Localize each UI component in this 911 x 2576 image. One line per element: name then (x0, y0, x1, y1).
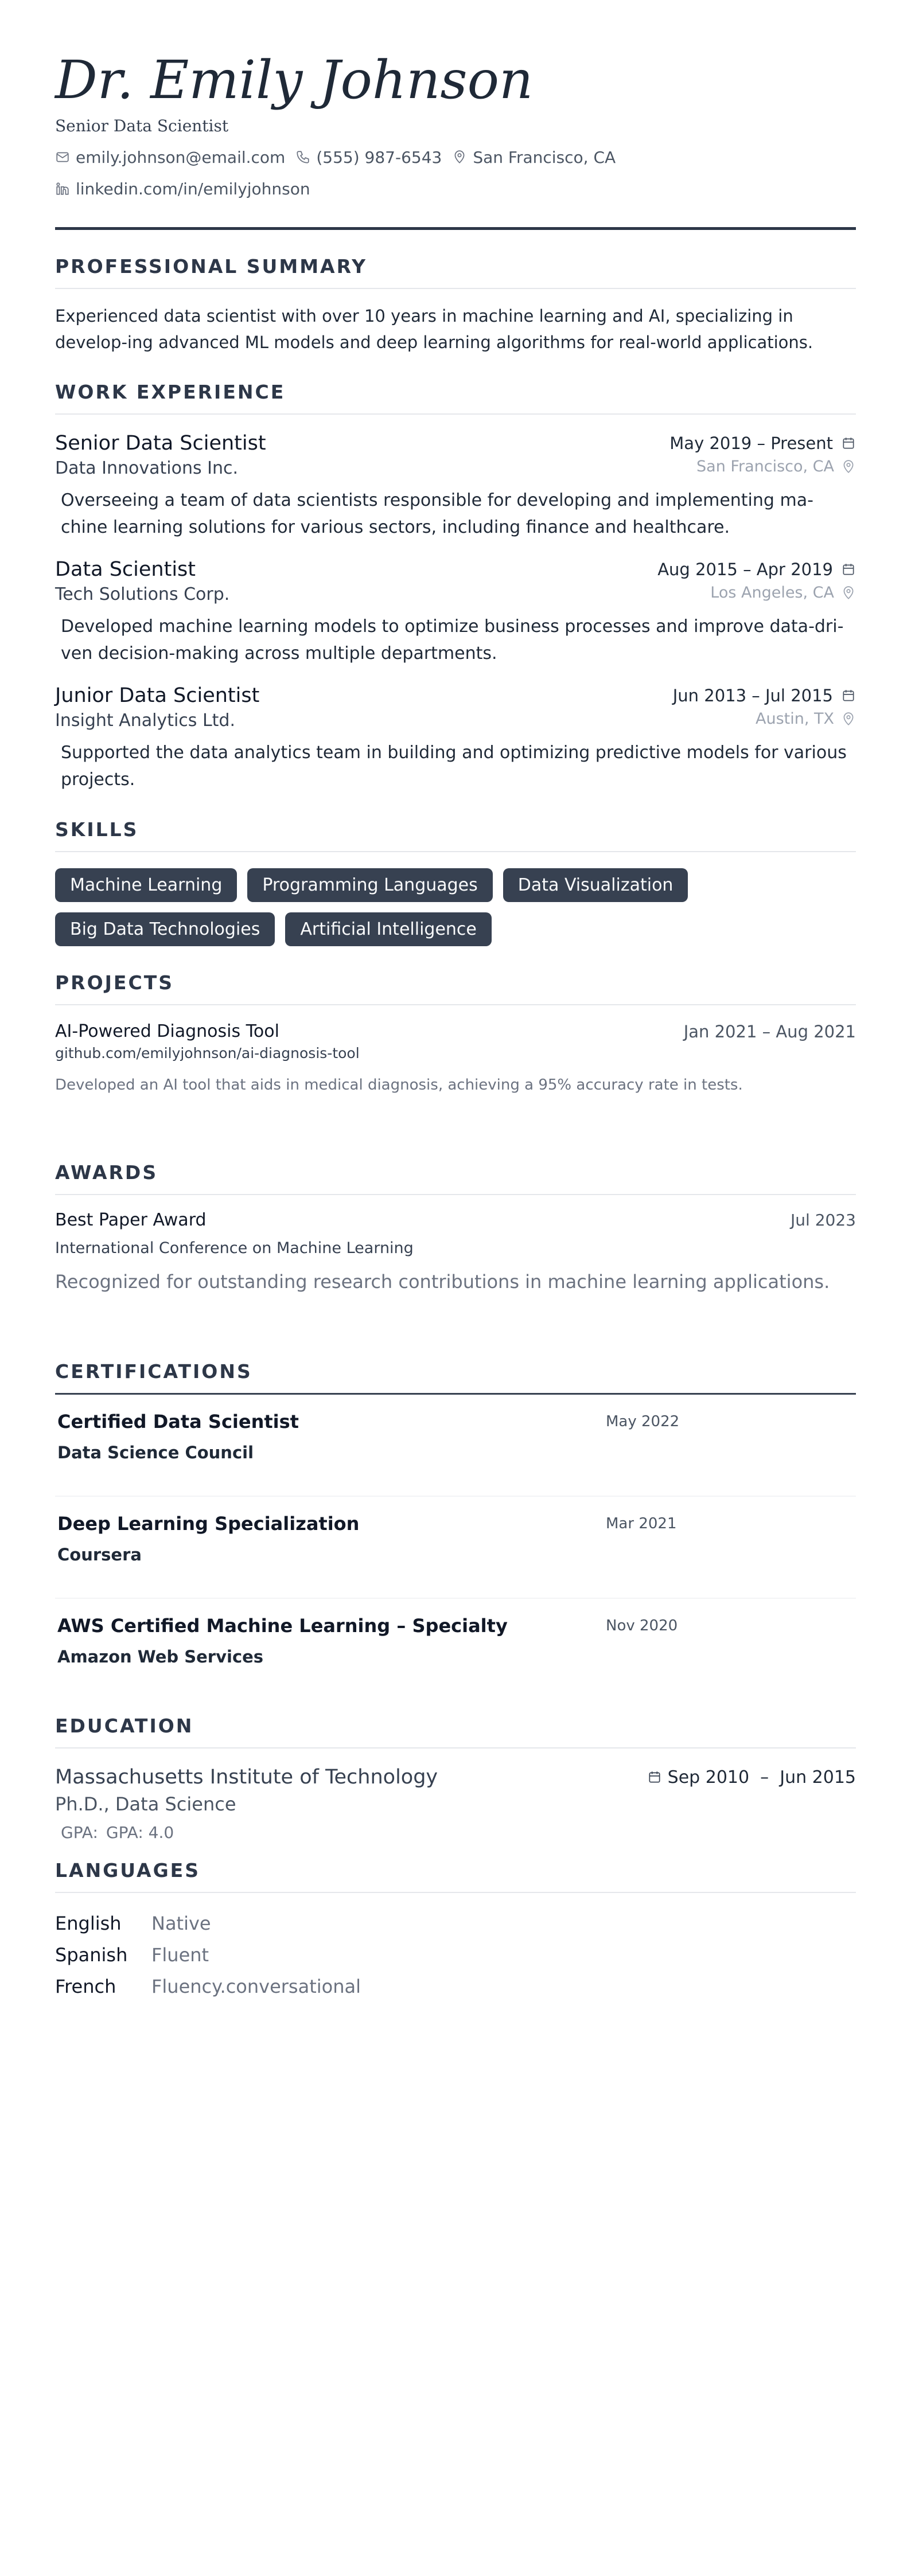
contact-phone[interactable] (295, 148, 442, 167)
job-location (710, 584, 856, 602)
certification-issuer: Data Science Council (57, 1443, 254, 1463)
certification-date: May 2022 (606, 1413, 680, 1431)
languages-heading: LANGUAGES (55, 1859, 856, 1893)
candidate-name: Dr. Emily Johnson (55, 49, 534, 111)
certification-name: Deep Learning Specialization (57, 1513, 360, 1535)
job-dates-text: Jun 2013 – Jul 2015 (672, 686, 833, 706)
job-company: Data Innovations Inc. (55, 458, 239, 479)
mail-icon (55, 150, 70, 165)
project-link[interactable]: github.com/emilyjohnson/ai-diagnosis-tool (55, 1045, 360, 1062)
contact-linkedin-text: linkedin.com/in/emilyjohnson (76, 179, 310, 198)
job-entry (55, 558, 856, 667)
map-pin-icon (841, 586, 856, 600)
language-entry (55, 1939, 856, 1971)
linkedin-icon (55, 181, 70, 196)
award-date: Jul 2023 (791, 1211, 856, 1230)
job-description: Overseeing a team of data scientists responsible for developing and implementing ma-chine learning solutions for various sectors, including finance and healthcare. (61, 490, 813, 537)
award-entry (55, 1210, 856, 1230)
header-divider (55, 227, 856, 230)
contact-location (452, 148, 616, 167)
skill-tag: Data Visualization (503, 868, 688, 902)
certification-entry (55, 1497, 856, 1599)
education-gpa (55, 1823, 856, 1842)
language-name: French (55, 1976, 116, 1998)
job-company: Tech Solutions Corp. (55, 584, 230, 605)
job-title: Junior Data Scientist (55, 684, 260, 708)
experience-heading: WORK EXPERIENCE (55, 381, 856, 415)
job-description: Developed machine learning models to optimize business processes and improve data-dri-ven decision-making across multiple departments. (61, 616, 844, 663)
awards-heading: AWARDS (55, 1161, 856, 1195)
award-description: Recognized for outstanding research contributions in machine learning applications. (55, 1271, 830, 1293)
gpa-label: GPA: (61, 1823, 98, 1843)
languages-list (55, 1908, 856, 2003)
certification-entry (55, 1599, 856, 1700)
project-name: AI-Powered Diagnosis Tool (55, 1021, 279, 1042)
certification-name: AWS Certified Machine Learning – Specialty (57, 1615, 508, 1637)
map-pin-icon (841, 459, 856, 474)
certification-issuer: Amazon Web Services (57, 1647, 264, 1667)
job-description: Supported the data analytics team in building and optimizing predictive models for various projects. (61, 743, 847, 790)
skills-section (55, 818, 856, 946)
experience-section (55, 381, 856, 793)
calendar-icon (647, 1770, 662, 1785)
award-organization: International Conference on Machine Learning (55, 1239, 414, 1258)
project-description: Developed an AI tool that aids in medical diagnosis, achieving a 95% accuracy rate in tests. (55, 1076, 743, 1094)
skill-tag: Programming Languages (247, 868, 492, 902)
certifications-list (55, 1395, 856, 1700)
projects-section (55, 971, 856, 1094)
job-location-text: San Francisco, CA (696, 458, 834, 476)
contact-location-text: San Francisco, CA (473, 147, 616, 167)
education-section (55, 1715, 856, 1842)
contact-line-primary (55, 148, 856, 167)
job-dates (669, 434, 856, 453)
summary-section (55, 255, 856, 356)
certifications-section (55, 1360, 856, 1700)
projects-heading: PROJECTS (55, 971, 856, 1005)
job-company: Insight Analytics Ltd. (55, 711, 236, 731)
skill-tag: Artificial Intelligence (285, 912, 492, 946)
contact-email[interactable] (55, 148, 285, 167)
project-entry (55, 1021, 856, 1041)
skills-heading: SKILLS (55, 818, 856, 852)
certification-name: Certified Data Scientist (57, 1411, 299, 1433)
education-heading: EDUCATION (55, 1715, 856, 1748)
education-school: Massachusetts Institute of Technology (55, 1766, 438, 1789)
job-entry (55, 684, 856, 793)
certification-date: Mar 2021 (606, 1515, 677, 1533)
language-level: Native (151, 1913, 211, 1935)
map-pin-icon (841, 712, 856, 727)
job-dates-text: Aug 2015 – Apr 2019 (657, 560, 833, 580)
summary-heading: PROFESSIONAL SUMMARY (55, 255, 856, 289)
resume-header (55, 0, 856, 230)
job-location-text: Austin, TX (755, 710, 834, 728)
job-dates (657, 560, 856, 579)
award-name: Best Paper Award (55, 1210, 207, 1231)
summary-text: Experienced data scientist with over 10 years in machine learning and AI, specializing in develop-ing advanced ML models and deep learning algorithms for real-world applications. (55, 306, 813, 352)
phone-icon (295, 150, 310, 165)
candidate-role: Senior Data Scientist (55, 116, 229, 135)
education-dates (647, 1767, 856, 1787)
language-name: English (55, 1913, 122, 1935)
awards-section (55, 1161, 856, 1293)
language-entry (55, 1908, 856, 1939)
contact-line-secondary (55, 179, 856, 198)
skills-list (55, 868, 856, 946)
language-level: Fluent (151, 1944, 209, 1966)
project-dates: Jan 2021 – Aug 2021 (683, 1021, 856, 1041)
language-name: Spanish (55, 1944, 128, 1966)
contact-linkedin[interactable] (55, 179, 310, 198)
calendar-icon (841, 436, 856, 451)
skill-tag: Big Data Technologies (55, 912, 275, 946)
language-entry (55, 1971, 856, 2003)
languages-section (55, 1859, 856, 2003)
certifications-heading: CERTIFICATIONS (55, 1360, 856, 1395)
job-entry (55, 432, 856, 541)
certification-entry (55, 1395, 856, 1497)
education-degree: Ph.D., Data Science (55, 1793, 236, 1816)
job-dates-text: May 2019 – Present (669, 434, 833, 454)
education-dates-text: Sep 2010 – Jun 2015 (667, 1767, 856, 1787)
job-title: Senior Data Scientist (55, 432, 266, 455)
education-entry (55, 1766, 856, 1789)
job-location (756, 710, 856, 728)
skill-tag: Machine Learning (55, 868, 237, 902)
gpa-value: GPA: 4.0 (106, 1823, 174, 1843)
contact-email-text: emily.johnson@email.com (76, 147, 286, 167)
calendar-icon (841, 688, 856, 703)
certification-date: Nov 2020 (606, 1617, 678, 1635)
job-location (696, 458, 856, 475)
job-location-text: Los Angeles, CA (710, 584, 834, 602)
language-level: Fluency.conversational (151, 1976, 361, 1998)
certification-issuer: Coursera (57, 1545, 142, 1565)
job-title: Data Scientist (55, 558, 196, 581)
map-pin-icon (452, 150, 467, 165)
job-dates (673, 686, 856, 705)
calendar-icon (841, 562, 856, 577)
contact-phone-text: (555) 987-6543 (316, 147, 442, 167)
